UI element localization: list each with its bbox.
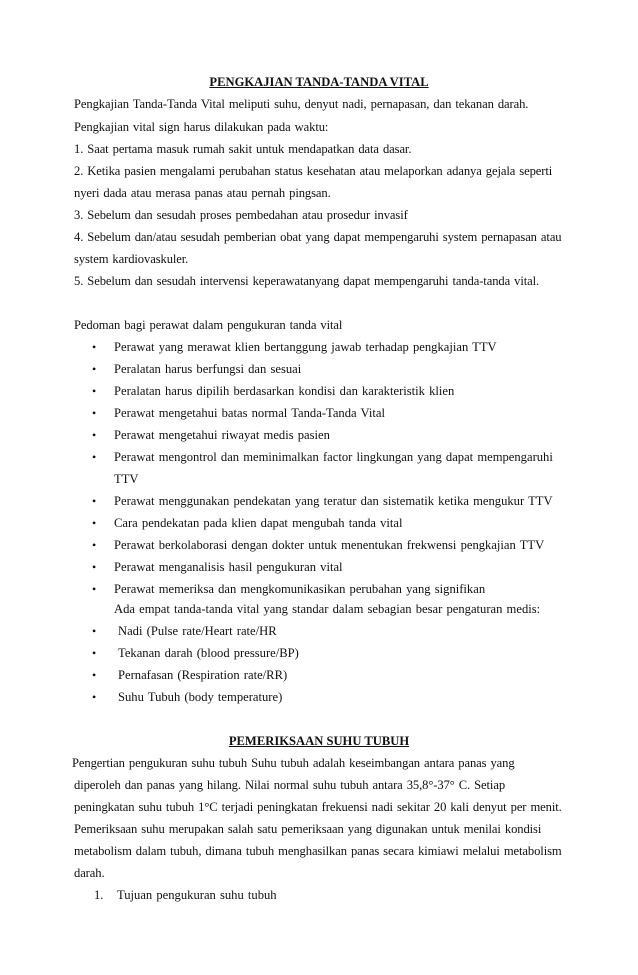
list-item-text: Peralatan harus berfungsi dan sesuai: [114, 362, 302, 376]
paragraph-line: 3. Sebelum dan sesudah proses pembedahan atau prosedur invasif: [74, 208, 408, 222]
list-item-text: Cara pendekatan pada klien dapat mengubah tanda vital: [114, 516, 403, 530]
list-item-text: Suhu Tubuh (body temperature): [118, 690, 283, 704]
paragraph-line: Pengertian pengukuran suhu tubuh Suhu tubuh adalah keseimbangan antara panas yang: [72, 756, 515, 770]
bullet-icon: •: [92, 668, 97, 682]
bullet-icon: •: [92, 428, 97, 442]
paragraph-line: nyeri dada atau merasa panas atau pernah pingsan.: [74, 186, 331, 200]
paragraph-line: 2. Ketika pasien mengalami perubahan status kesehatan atau melaporkan adanya gejala seperti: [74, 164, 553, 178]
numbered-item-number: 1.: [94, 888, 104, 902]
paragraph-line: metabolism dalam tubuh, dimana tubuh menghasilkan panas secara kimiawi melalui metabolism: [74, 844, 562, 858]
list-item-text: Perawat mengontrol dan meminimalkan factor lingkungan yang dapat mempengaruhi: [114, 450, 553, 464]
numbered-item-label: Tujuan pengukuran suhu tubuh: [117, 888, 277, 902]
list-item-text: Perawat mengetahui batas normal Tanda-Tanda Vital: [114, 406, 385, 420]
paragraph-line: darah.: [74, 866, 105, 880]
paragraph-line: 1. Saat pertama masuk rumah sakit untuk mendapatkan data dasar.: [74, 142, 412, 156]
paragraph-line: 4. Sebelum dan/atau sesudah pemberian obat yang dapat mempengaruhi system pernapasan atau: [74, 230, 562, 244]
list-item-text: Peralatan harus dipilih berdasarkan kondisi dan karakteristik klien: [114, 384, 455, 398]
bullet-icon: •: [92, 494, 97, 508]
list-item-text: Pernafasan (Respiration rate/RR): [118, 668, 288, 682]
bullet-icon: •: [92, 582, 97, 596]
list-item-text: Perawat mengetahui riwayat medis pasien: [114, 428, 330, 442]
list-item-text: Perawat menggunakan pendekatan yang teratur dan sistematik ketika mengukur TTV: [114, 494, 553, 508]
bullet-icon: •: [92, 362, 97, 376]
bullet-icon: •: [92, 646, 97, 660]
paragraph-line: Pengkajian Tanda-Tanda Vital meliputi suhu, denyut nadi, pernapasan, dan tekanan darah.: [74, 97, 529, 111]
paragraph-line: 5. Sebelum dan sesudah intervensi keperawatanyang dapat mempengaruhi tanda-tanda vital.: [74, 274, 540, 288]
list-item-text: TTV: [114, 472, 139, 486]
bullet-icon: •: [92, 560, 97, 574]
section-title-vital-signs: PENGKAJIAN TANDA-TANDA VITAL: [209, 75, 429, 89]
paragraph-line: system kardiovaskuler.: [74, 252, 189, 266]
bullet-icon: •: [92, 538, 97, 552]
bullet-icon: •: [92, 340, 97, 354]
bullet-icon: •: [92, 624, 97, 638]
bullet-icon: •: [92, 516, 97, 530]
list-item-text: Perawat memeriksa dan mengkomunikasikan perubahan yang signifikan: [114, 582, 486, 596]
list-item-text: Perawat menganalisis hasil pengukuran vital: [114, 560, 343, 574]
paragraph-line: Pengkajian vital sign harus dilakukan pada waktu:: [74, 120, 329, 134]
paragraph-line: peningkatan suhu tubuh 1°C terjadi peningkatan frekuensi nadi sekitar 20 kali denyut per menit.: [74, 800, 562, 814]
list-item-text: Nadi (Pulse rate/Heart rate/HR: [118, 624, 277, 638]
bullet-icon: •: [92, 406, 97, 420]
guideline-heading: Pedoman bagi perawat dalam pengukuran tanda vital: [74, 318, 343, 332]
bullet-icon: •: [92, 384, 97, 398]
list-item-text: Perawat yang merawat klien bertanggung jawab terhadap pengkajian TTV: [114, 340, 497, 354]
paragraph-line: Pemeriksaan suhu merupakan salah satu pemeriksaan yang digunakan untuk menilai kondisi: [74, 822, 542, 836]
bullet-icon: •: [92, 690, 97, 704]
vital-intro-text: Ada empat tanda-tanda vital yang standar dalam sebagian besar pengaturan medis:: [114, 602, 541, 616]
paragraph-line: diperoleh dan panas yang hilang. Nilai normal suhu tubuh antara 35,8°-37° C. Setiap: [74, 778, 506, 792]
bullet-icon: •: [92, 450, 97, 464]
list-item-text: Tekanan darah (blood pressure/BP): [118, 646, 299, 660]
list-item-text: Perawat berkolaborasi dengan dokter untuk menentukan frekwensi pengkajian TTV: [114, 538, 545, 552]
section-title-body-temperature: PEMERIKSAAN SUHU TUBUH: [228, 734, 410, 748]
